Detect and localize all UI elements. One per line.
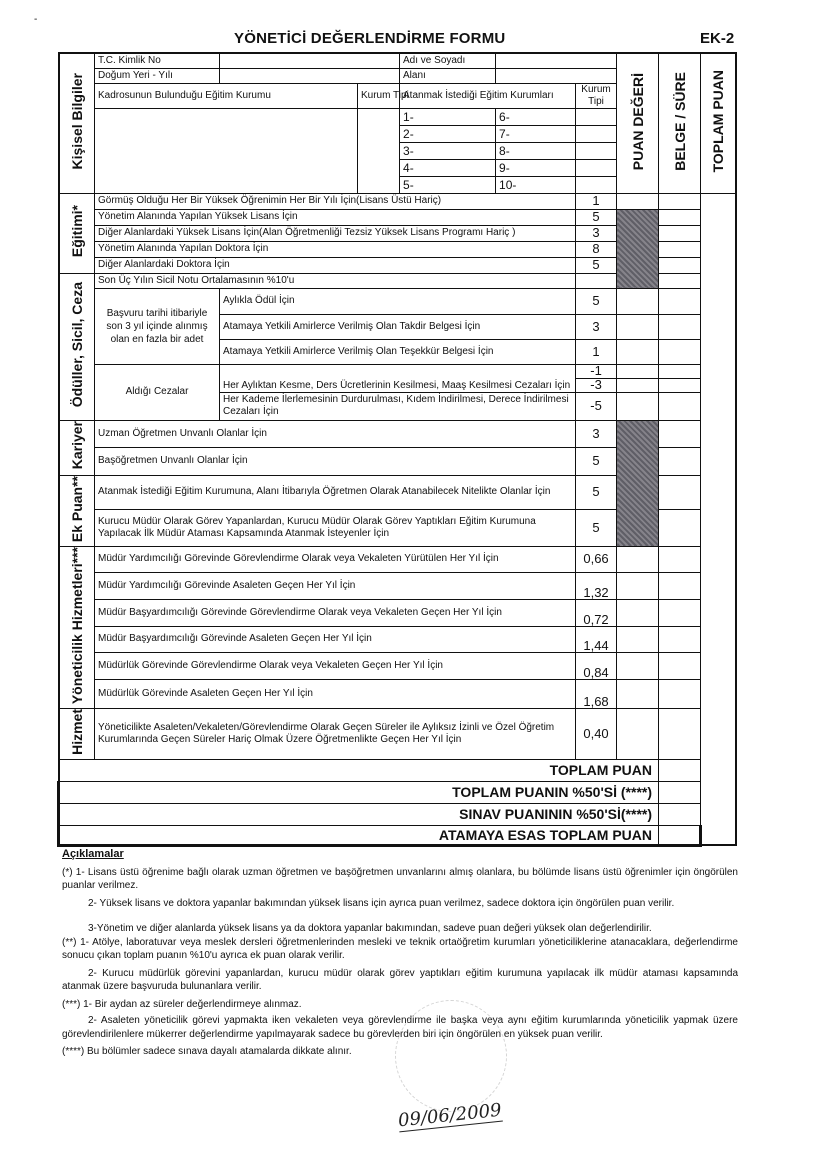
toplam-cell[interactable] — [659, 653, 701, 680]
ekpuan-row-text: Atanmak İstediği Eğitim Kurumuna, Alanı İtibarıyla Öğretmen Olarak Atanabilecek Nitelikte Olanlar İçin — [95, 475, 576, 509]
yonetici-row-text: Müdür Başyardımcılığı Görevinde Görevlendirme Olarak veya Vekaleten Geçen Her Yıl İçin — [95, 599, 576, 626]
yonetici-row-puan: 0,72 — [576, 599, 617, 626]
label-kurum-tipi-2: Kurum Tipi — [576, 83, 617, 108]
toplam-cell[interactable] — [659, 708, 701, 759]
yonetici-row-puan: 1,32 — [576, 573, 617, 600]
toplam-cell[interactable] — [659, 599, 701, 626]
header-puan: PUAN DEĞERİ — [617, 53, 659, 193]
ceza-label: Aldığı Cezalar — [95, 364, 220, 420]
shaded-cell — [617, 209, 659, 288]
dogum-field[interactable] — [220, 68, 400, 83]
sicil-text: Son Üç Yılın Sicil Notu Ortalamasının %10'u — [95, 273, 576, 288]
egitim-row-text: Yönetim Alanında Yapılan Doktora İçin — [95, 241, 576, 257]
tc-field[interactable] — [220, 53, 400, 68]
yonetici-row-puan: 1,68 — [576, 679, 617, 708]
egitim-row-text: Yönetim Alanında Yapılan Yüksek Lisans İçin — [95, 209, 576, 225]
choice-6[interactable]: 6- — [496, 108, 576, 125]
sinav-value[interactable] — [659, 803, 701, 825]
toplam-cell[interactable] — [659, 475, 701, 509]
basvuru-text: Başvuru tarihi itibariyle son 3 yıl içinde alınmış olan en fazla bir adet — [95, 288, 220, 364]
choice-1[interactable]: 1- — [400, 108, 496, 125]
sicil-puan — [576, 273, 617, 288]
label-kurum-tipi: Kurum Tipi — [358, 83, 400, 108]
alani-field[interactable] — [496, 68, 617, 83]
ekpuan-row-puan: 5 — [576, 475, 617, 509]
belge-cell[interactable] — [617, 546, 659, 573]
egitim-row-puan: 5 — [576, 209, 617, 225]
toplam-cell[interactable] — [659, 314, 701, 339]
notes-section — [62, 848, 738, 1059]
yonetici-row-text: Müdür Başyardımcılığı Görevinde Asaleten Geçen Her Yıl İçin — [95, 626, 576, 653]
shaded-cell — [617, 420, 659, 546]
belge-cell[interactable] — [617, 626, 659, 653]
toplam-cell[interactable] — [659, 447, 701, 475]
belge-cell[interactable] — [617, 653, 659, 680]
note-item: (***) 1- Bir aydan az süreler değerlendirmeye alınmaz. — [62, 998, 302, 1010]
choice-10-type[interactable] — [576, 176, 617, 193]
choice-5[interactable]: 5- — [400, 176, 496, 193]
toplam-cell[interactable] — [659, 546, 701, 573]
egitim-row-text: Diğer Alanlardaki Yüksek Lisans İçin(Alan Öğretmenliği Tezsiz Yüksek Lisans Programı Hariç ) — [95, 225, 576, 241]
choice-9-type[interactable] — [576, 159, 617, 176]
odul-row-puan: 5 — [576, 288, 617, 314]
note-item: 2- Kurucu müdürlük görevini yapanlardan, kurucu müdür olarak görev yaptıkları eğitim kurumuna yapılacak ilk müdür ataması kapsamında atanmak üzere başvuruda bulunanlara verilir. — [62, 967, 738, 992]
yuzde50-label: TOPLAM PUANIN %50'Sİ (****) — [59, 781, 659, 803]
kariyer-row-text: Başöğretmen Unvanlı Olanlar İçin — [95, 447, 576, 475]
ceza-row-puan: -1 — [576, 364, 617, 378]
esas-label: ATAMAYA ESAS TOPLAM PUAN — [59, 825, 659, 845]
egitim-row-puan: 5 — [576, 257, 617, 273]
label-atanmak: Atanmak İstediği Eğitim Kurumları — [400, 83, 576, 108]
belge-cell[interactable] — [617, 288, 659, 314]
section-egitim: Eğitimi* — [59, 193, 95, 273]
toplam-cell[interactable] — [659, 288, 701, 314]
toplam-cell[interactable] — [659, 573, 701, 600]
note-item: 2- Asaleten yöneticilik görevi yapmakta iken vekaleten veya görevlendirme ile başka veya aynı eğitim kurumlarında yöneticilik yapmak üzere görevlendirilenlere mükerrer değerlendirme yapılmayarak sadece bu görevlerden biri için öngörülen en yüksek puan verilir. — [62, 1015, 738, 1040]
choice-3[interactable]: 3- — [400, 142, 496, 159]
section-hizmet: Hizmet — [59, 708, 95, 759]
choice-9[interactable]: 9- — [496, 159, 576, 176]
toplam-cell[interactable] — [659, 509, 701, 546]
form-title: YÖNETİCİ DEĞERLENDİRME FORMU — [234, 30, 506, 47]
section-ekpuan: Ek Puan** — [59, 475, 95, 546]
ceza-row-puan: -5 — [576, 392, 617, 420]
odul-row-text: Aylıkla Ödül İçin — [220, 288, 576, 314]
yonetici-row-text: Müdür Yardımcılığı Görevinde Görevlendirme Olarak veya Vekaleten Yürütülen Her Yıl İçin — [95, 546, 576, 573]
adi-field[interactable] — [496, 53, 617, 68]
belge-cell[interactable] — [617, 679, 659, 708]
esas-value[interactable] — [659, 825, 701, 845]
hizmet-text: Yöneticilikte Asaleten/Vekaleten/Görevlendirme Olarak Geçen Süreler ile Aylıksız İzinli ve Özel Öğretim Kurumlarında Geçen Süreler Hariç Olmak Üzere Öğretmenlikte Geçen Her Yıl İçin — [95, 708, 576, 759]
belge-cell[interactable] — [617, 364, 659, 378]
egitim-row-puan: 1 — [576, 193, 617, 209]
toplam-cell[interactable] — [659, 626, 701, 653]
note-item: (*) 1- Lisans üstü öğrenime bağlı olarak uzman öğretmen ve başöğretmen unvanlarını almış olanlara, bu bölümde lisans üstü öğrenimler için öngörülen puanlar verilmez. — [62, 866, 738, 891]
belge-cell[interactable] — [617, 339, 659, 364]
belge-cell[interactable] — [617, 708, 659, 759]
kadro-field[interactable] — [95, 108, 358, 193]
kariyer-row-puan: 3 — [576, 420, 617, 447]
toplam-cell[interactable] — [659, 378, 701, 392]
yuzde50-value[interactable] — [659, 781, 701, 803]
hizmet-puan: 0,40 — [576, 708, 617, 759]
toplam-cell[interactable] — [659, 420, 701, 447]
form-code: EK-2 — [700, 30, 735, 47]
egitim-row-text: Diğer Alanlardaki Doktora İçin — [95, 257, 576, 273]
yonetici-row-text: Müdür Yardımcılığı Görevinde Asaleten Geçen Her Yıl İçin — [95, 573, 576, 600]
egitim-row-puan: 8 — [576, 241, 617, 257]
egitim-row-text: Görmüş Olduğu Her Bir Yüksek Öğrenimin Her Bir Yılı İçin(Lisans Üstü Hariç) — [95, 193, 576, 209]
header-toplam: TOPLAM PUAN — [701, 53, 736, 193]
belge-cell[interactable] — [617, 392, 659, 420]
belge-cell[interactable] — [617, 599, 659, 626]
ekpuan-row-puan: 5 — [576, 509, 617, 546]
note-item: 3-Yönetim ve diğer alanlarda yüksek lisans ya da doktora yapanlar bakımından, sadeve puan değeri yüksek olan değerlendirilir. — [88, 923, 652, 934]
yonetici-row-puan: 0,66 — [576, 546, 617, 573]
belge-cell[interactable] — [617, 314, 659, 339]
choice-2[interactable]: 2- — [400, 125, 496, 142]
evaluation-table — [57, 52, 737, 847]
yonetici-row-text: Müdürlük Görevinde Asaleten Geçen Her Yıl İçin — [95, 679, 576, 708]
note-item: (****) Bu bölümler sadece sınava dayalı atamalarda dikkate alınır. — [62, 1046, 352, 1057]
header-belge: BELGE / SÜRE — [659, 53, 701, 193]
section-kisisel: Kişisel Bilgiler — [59, 53, 95, 193]
toplam-cell[interactable] — [659, 225, 701, 241]
kariyer-row-text: Uzman Öğretmen Unvanlı Olanlar İçin — [95, 420, 576, 447]
label-dogum: Doğum Yeri - Yılı — [95, 68, 220, 83]
yonetici-row-puan: 1,44 — [576, 626, 617, 653]
choice-7-type[interactable] — [576, 125, 617, 142]
belge-cell[interactable] — [617, 573, 659, 600]
ceza-row-puan: -3 — [576, 378, 617, 392]
odul-row-puan: 1 — [576, 339, 617, 364]
choice-6-type[interactable] — [576, 108, 617, 125]
signature-date: 09/06/2009 — [397, 1099, 503, 1132]
egitim-row-puan: 3 — [576, 225, 617, 241]
note-item: (**) 1- Atölye, laboratuvar veya meslek dersleri öğretmenlerinden mesleki ve teknik ortaöğretim kurumları yöneticiliklerine atanacaklara, değerlendirme sonucu çıkan toplam puanın %10'u ayrıca ek puan olarak verilir. — [62, 936, 738, 961]
choice-7[interactable]: 7- — [496, 125, 576, 142]
belge-cell[interactable] — [617, 378, 659, 392]
toplam-puan-value[interactable] — [659, 759, 701, 781]
label-kadro: Kadrosunun Bulunduğu Eğitim Kurumu — [95, 83, 358, 108]
toplam-cell[interactable] — [659, 209, 701, 225]
toplam-cell[interactable] — [659, 339, 701, 364]
belge-cell[interactable] — [617, 193, 659, 209]
odul-row-puan: 3 — [576, 314, 617, 339]
choice-10[interactable]: 10- — [496, 176, 576, 193]
kariyer-row-puan: 5 — [576, 447, 617, 475]
label-adi: Adı ve Soyadı — [400, 53, 496, 68]
yonetici-row-puan: 0,84 — [576, 653, 617, 680]
odul-row-text: Atamaya Yetkili Amirlerce Verilmiş Olan Teşekkür Belgesi İçin — [220, 339, 576, 364]
official-stamp — [395, 1000, 507, 1112]
toplam-cell[interactable] — [659, 392, 701, 420]
toplam-cell[interactable] — [659, 193, 701, 209]
toplam-cell[interactable] — [659, 241, 701, 257]
ceza-row-text: Her Kademe İlerlemesinin Durdurulması, Kıdem İndirilmesi, Derece İndirilmesi Cezaları İçin — [220, 392, 576, 420]
toplam-cell[interactable] — [659, 273, 701, 288]
toplam-cell[interactable] — [659, 364, 701, 378]
section-kariyer: Kariyer — [59, 420, 95, 475]
section-odul: Ödüller, Sicil, Ceza — [59, 273, 95, 420]
yonetici-row-text: Müdürlük Görevinde Görevlendirme Olarak veya Vekaleten Geçen Her Yıl İçin — [95, 653, 576, 680]
note-item: 2- Yüksek lisans ve doktora yapanlar bakımından yüksek lisans için ayrıca puan verilmez, sadece doktora için öngörülen puan verilir. — [88, 897, 675, 909]
toplam-puan-label: TOPLAM PUAN — [59, 759, 659, 781]
ekpuan-row-text: Kurucu Müdür Olarak Görev Yapanlardan, Kurucu Müdür Olarak Görev Yaptıkları Eğitim Kurumuna Yapılacak İlk Müdür Ataması Kapsamında Atanmak İsteyenler İçin — [95, 509, 576, 546]
notes-title: Açıklamalar — [62, 848, 124, 860]
label-tc: T.C. Kimlik No — [95, 53, 220, 68]
odul-row-text: Atamaya Yetkili Amirlerce Verilmiş Olan Takdir Belgesi İçin — [220, 314, 576, 339]
label-alani: Alanı — [400, 68, 496, 83]
choice-8-type[interactable] — [576, 142, 617, 159]
choice-8[interactable]: 8- — [496, 142, 576, 159]
section-yonetici: Yöneticilik Hizmetleri*** — [59, 546, 95, 708]
toplam-cell[interactable] — [659, 679, 701, 708]
kurum-tipi-field[interactable] — [358, 108, 400, 193]
toplam-cell[interactable] — [659, 257, 701, 273]
sinav-label: SINAV PUANININ %50'Sİ(****) — [59, 803, 659, 825]
ceza-row-text: Her Aylıktan Kesme, Ders Ücretlerinin Kesilmesi, Maaş Kesilmesi Cezaları İçin — [220, 364, 576, 392]
scan-mark: - — [34, 14, 38, 25]
choice-4[interactable]: 4- — [400, 159, 496, 176]
